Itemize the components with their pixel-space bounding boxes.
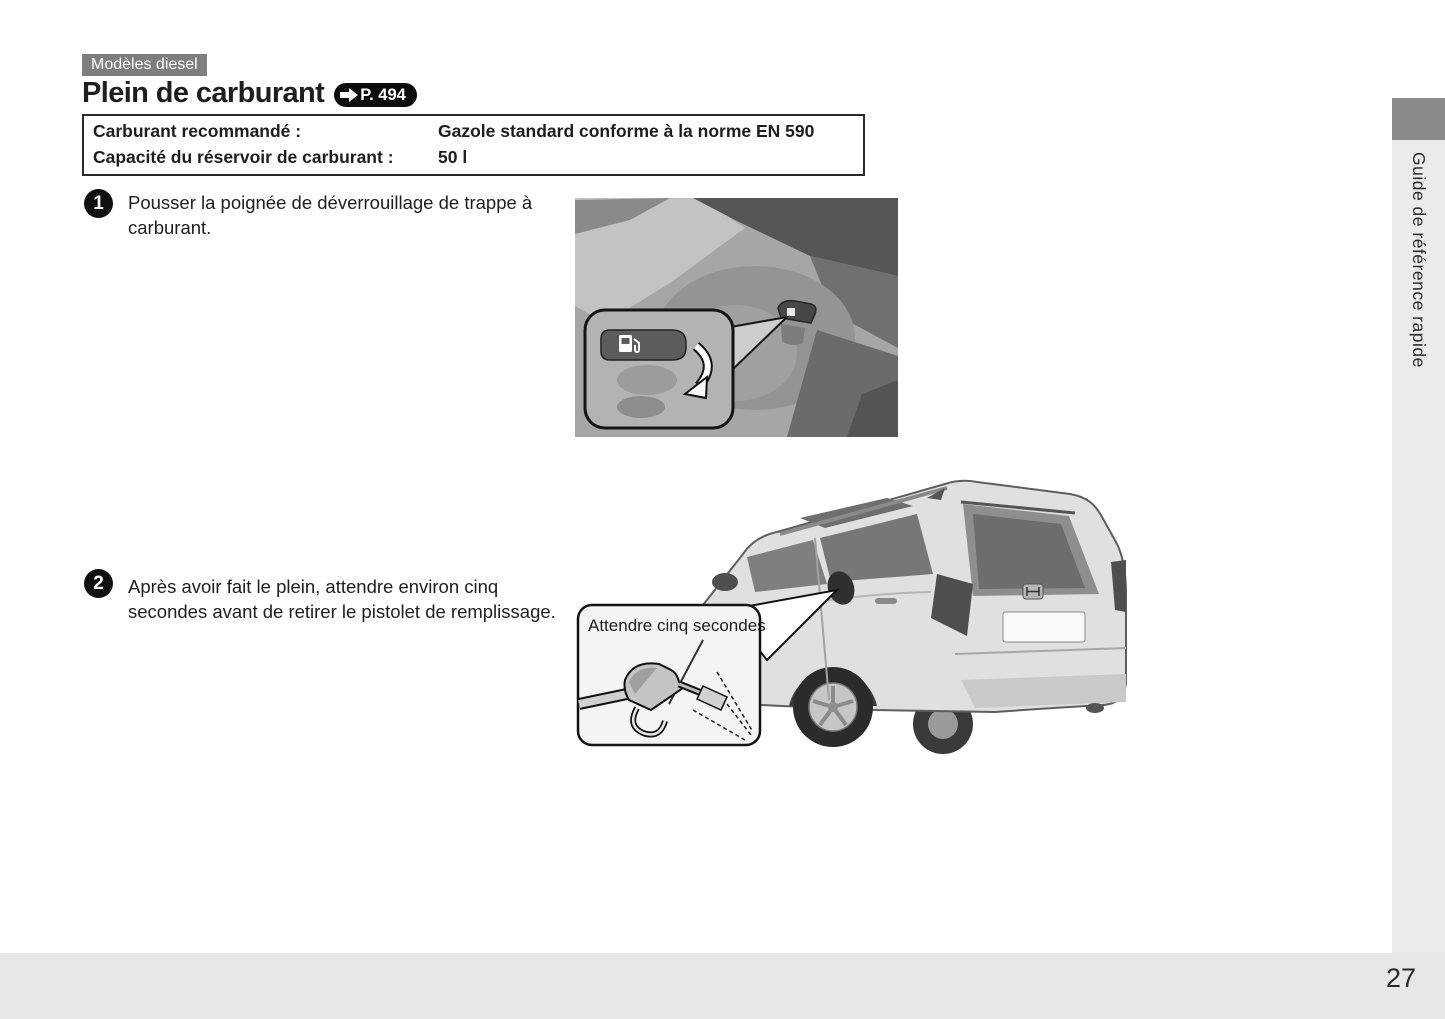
page-reference-pill bbox=[334, 83, 417, 107]
title-row bbox=[82, 77, 417, 109]
step-number-2: 2 bbox=[84, 569, 113, 598]
figure-refueling-car bbox=[575, 442, 1129, 764]
fuel-spec-table bbox=[82, 114, 865, 176]
page-title: Plein de carburant bbox=[82, 76, 325, 109]
wait-callout-label: Attendre cinq secondes bbox=[588, 616, 766, 635]
interior-photo-illustration bbox=[575, 198, 898, 437]
table-row bbox=[84, 144, 863, 170]
wait-callout bbox=[578, 605, 766, 745]
fuel-release-handle-zoom bbox=[601, 330, 686, 360]
chapter-tab bbox=[1392, 98, 1445, 140]
spec-label: Carburant recommandé : bbox=[93, 121, 302, 141]
page-footer bbox=[0, 953, 1445, 1019]
step-number-1: 1 bbox=[84, 189, 113, 218]
spec-label: Capacité du réservoir de carburant : bbox=[93, 147, 394, 167]
page-number: 27 bbox=[1385, 963, 1416, 993]
spec-value: Gazole standard conforme à la norme EN 590 bbox=[438, 121, 815, 141]
car-rear-illustration bbox=[575, 442, 1129, 764]
spec-value: 50 l bbox=[438, 147, 468, 167]
model-variant-badge: Modèles diesel bbox=[82, 54, 207, 76]
chapter-sidebar bbox=[1392, 140, 1445, 1019]
step-text-2: Après avoir fait le plein, attendre environ cinq secondes avant de retirer le pistolet de remplissage. bbox=[128, 576, 556, 622]
honda-badge bbox=[1023, 584, 1043, 599]
step-text-1: Pousser la poignée de déverrouillage de trappe à carburant. bbox=[128, 192, 533, 238]
table-row bbox=[84, 118, 863, 144]
rear-wheel bbox=[793, 667, 873, 747]
side-mirror bbox=[712, 573, 738, 591]
page-reference-label: P. 494 bbox=[360, 85, 406, 104]
chapter-title: Guide de référence rapide bbox=[1409, 152, 1429, 368]
figure-fuel-release-handle bbox=[575, 198, 898, 437]
license-plate bbox=[1003, 612, 1085, 642]
arrow-right-icon bbox=[340, 88, 358, 102]
exhaust-tip bbox=[1086, 703, 1104, 713]
